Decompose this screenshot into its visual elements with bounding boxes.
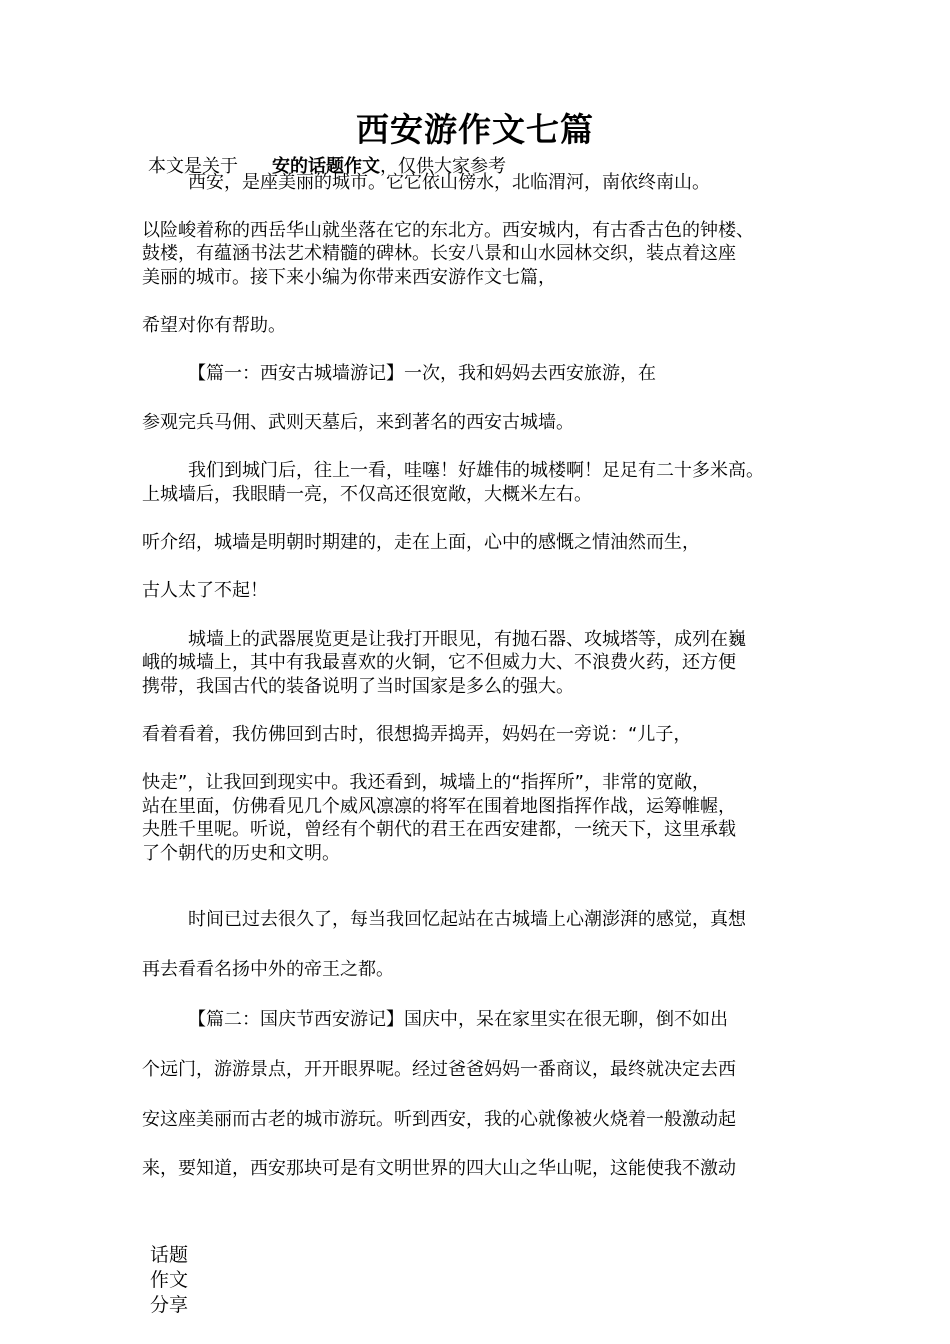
intro-part-2: 安的 [272,156,308,177]
paragraph-line: 个远门，游游景点，开开眼界呢。经过爸爸妈妈一番商议，最终就决定去西 [142,1059,736,1080]
paragraph-line: 【篇一：西安古城墙游记】一次，我和妈妈去西安旅游，在 [188,363,656,384]
paragraph-line: 上城墙后，我眼睛一亮，不仅高还很宽敞，大概米左右。 [142,484,592,505]
intro-part-3: 话题作文 [308,156,380,177]
paragraph-line: 携带，我国古代的装备说明了当时国家是多么的强大。 [142,676,574,697]
paragraph-line: 峨的城墙上，其中有我最喜欢的火铜，它不但威力大、不浪费火药，还方便 [142,652,736,673]
paragraph-line: 以险峻着称的西岳华山就坐落在它的东北方。西安城内，有古香古色的钟楼、 [142,220,754,241]
footer-line-3: 分享 [150,1294,189,1316]
paragraph-line: 站在里面，仿佛看见几个威风凛凛的将军在围着地图指挥作战，运筹帷幄， [142,796,736,817]
paragraph-line: 时间已过去很久了，每当我回忆起站在古城墙上心潮澎湃的感觉，真想 [188,909,746,930]
paragraph-line: 快走”，让我回到现实中。我还看到，城墙上的“指挥所”，非常的宽敞， [142,772,710,793]
intro-part-1: 本文是关于 [148,156,238,177]
paragraph-line: 城墙上的武器展览更是让我打开眼见，有抛石器、攻城塔等，成列在巍 [188,629,746,650]
paragraph-line: 希望对你有帮助。 [142,315,286,336]
footer-line-2: 作文 [150,1269,189,1291]
paragraph-line: 了个朝代的历史和文明。 [142,843,340,864]
paragraph-line: 来，要知道，西安那块可是有文明世界的四大山之华山呢，这能使我不激动 [142,1158,736,1179]
paragraph-line: 看着看着，我仿佛回到古时，很想捣弄捣弄，妈妈在一旁说：“儿子， [142,724,692,745]
paragraph-line: 夬胜千里呢。听说，曾经有个朝代的君王在西安建都，一统天下，这里承载 [142,819,736,840]
paragraph-line: 我们到城门后，往上一看，哇噻！好雄伟的城楼啊！足足有二十多米高。 [188,460,764,481]
paragraph-line: 【篇二：国庆节西安游记】国庆中，呆在家里实在很无聊，倒不如出 [188,1009,728,1030]
paragraph-line: 再去看看名扬中外的帝王之都。 [142,959,394,980]
paragraph-line: 美丽的城市。接下来小编为你带来西安游作文七篇， [142,267,556,288]
document-title: 西安游作文七篇 [356,110,594,149]
paragraph-line: 听介绍，城墙是明朝时期建的，走在上面，心中的感慨之情油然而生， [142,532,700,553]
footer-tag [150,1243,200,1318]
paragraph-line: 古人太了不起！ [142,580,268,601]
paragraph-line: 西安，是座美丽的城市。它它依山傍水，北临渭河，南依终南山。 [188,172,710,193]
paragraph-line: 参观完兵马佣、武则天墓后，来到著名的西安古城墙。 [142,412,574,433]
intro-part-4: ，仅供大家参考 [380,156,506,177]
footer-line-1: 话题 [150,1244,189,1266]
paragraph-line: 安这座美丽而古老的城市游玩。听到西安，我的心就像被火烧着一般激动起 [142,1109,736,1130]
paragraph-line: 鼓楼，有蕴涵书法艺术精髓的碑林。长安八景和山水园林交织，装点着这座 [142,243,736,264]
